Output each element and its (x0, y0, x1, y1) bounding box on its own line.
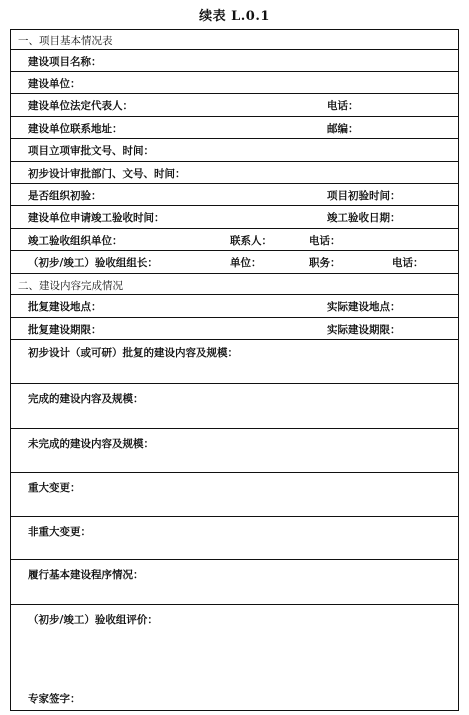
field-phone: 电话： (327, 100, 359, 112)
field-project-name: 建设项目名称： (28, 56, 102, 68)
field-prelim-time: 项目初验时间： (327, 190, 401, 202)
field-address: 建设单位联系地址： (28, 123, 123, 135)
field-evaluation: （初步/竣工）验收组评价： (28, 614, 158, 626)
field-completion-date: 竣工验收日期： (327, 212, 401, 224)
section-basic-info (11, 30, 458, 50)
field-prelim-organized: 是否组织初验： (28, 190, 102, 202)
row-apply-time (11, 206, 458, 229)
field-group-leader: （初步/竣工）验收组组长： (28, 257, 158, 269)
field-phone2: 电话： (309, 235, 341, 247)
acceptance-form-table (10, 29, 459, 711)
field-actual-period: 实际建设期限： (327, 324, 401, 336)
field-procedure: 履行基本建设程序情况： (28, 569, 144, 581)
section-title-content: 二、建设内容完成情况 (18, 280, 123, 292)
field-prelim-design-dept: 初步设计审批部门、文号、时间： (28, 168, 186, 180)
row-major-change (11, 473, 458, 517)
field-unit: 建设单位： (28, 78, 81, 90)
field-apply-time: 建设单位申请竣工验收时间： (28, 212, 165, 224)
field-leader-phone: 电话： (392, 257, 424, 269)
section-title-basic: 一、项目基本情况表 (18, 35, 113, 47)
row-prelim-check (11, 184, 458, 206)
field-postcode: 邮编： (327, 123, 359, 135)
field-legal-rep: 建设单位法定代表人： (28, 100, 133, 112)
row-evaluation (11, 605, 458, 710)
field-org-unit: 竣工验收组织单位： (28, 235, 123, 247)
section-content (11, 274, 458, 295)
row-group-leader (11, 251, 458, 274)
row-address (11, 117, 458, 139)
row-procedure (11, 560, 458, 605)
row-project-name (11, 50, 458, 72)
row-site (11, 295, 458, 318)
field-approved-period: 批复建设期限： (28, 324, 102, 336)
field-contact: 联系人： (230, 235, 272, 247)
field-signature: 专家签字： (28, 693, 81, 705)
field-leader-post: 职务： (309, 257, 341, 269)
row-completed-scope (11, 384, 458, 429)
row-approved-scope (11, 340, 458, 384)
field-major-change: 重大变更： (28, 482, 81, 494)
row-minor-change (11, 517, 458, 560)
row-prelim-design-dept (11, 162, 458, 184)
field-approved-scope: 初步设计（或可研）批复的建设内容及规模： (28, 347, 238, 359)
row-legal-rep (11, 94, 458, 117)
field-approved-site: 批复建设地点： (28, 301, 102, 313)
table-caption: 续表 L.0.1 (199, 9, 270, 24)
field-approval-no: 项目立项审批文号、时间： (28, 145, 154, 157)
field-leader-unit: 单位： (230, 257, 262, 269)
row-period (11, 318, 458, 340)
row-unit (11, 72, 458, 94)
row-approval-no (11, 139, 458, 162)
field-uncompleted-scope: 未完成的建设内容及规模： (28, 438, 154, 450)
field-actual-site: 实际建设地点： (327, 301, 401, 313)
field-minor-change: 非重大变更： (28, 526, 91, 538)
field-completed-scope: 完成的建设内容及规模： (28, 393, 144, 405)
row-uncompleted-scope (11, 429, 458, 473)
row-org-unit (11, 229, 458, 251)
